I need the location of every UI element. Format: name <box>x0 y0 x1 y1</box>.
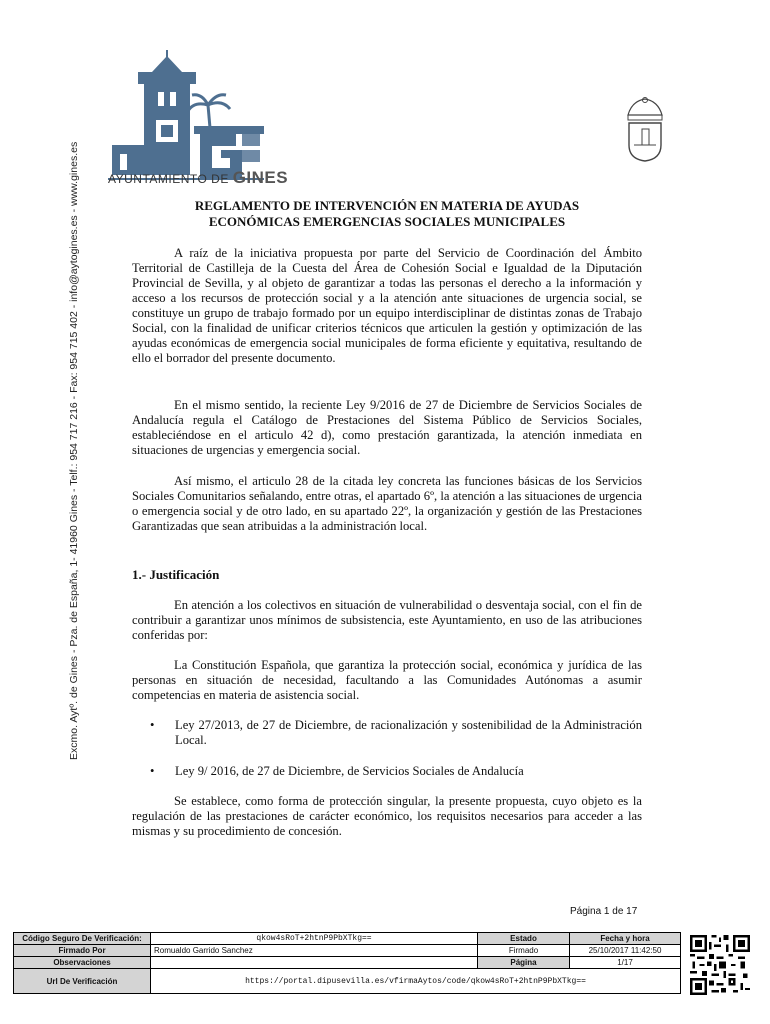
observaciones-value <box>151 957 478 969</box>
signature-table <box>13 932 681 994</box>
paragraph-1: A raíz de la iniciativa propuesta por parte del Servicio de Coordinación del Ámbito Territorial de Castilleja de la Cuesta del Área de Cohesión Social e Igualdad de la Diputación Provincial de Sevilla, y al objeto de garantizar a todas las personas el derecho a la información y acceso a los recursos de protección social y a la atención ante situaciones de urgencia social, se constituye un grupo de trabajo formado por un equipo interdisciplinar de distintas zonas de Trabajo Social, con la finalidad de unificar criterios técnicos que articulen la gestión y optimización de las ayudas económicas de emergencia social municipales de forma eficiente y equitativa, resultando de ello el borrador del presente documento. <box>132 246 642 365</box>
paragraph-3: Así mismo, el articulo 28 de la citada ley concreta las funciones básicas de los Servicios Sociales Comunitarios señalando, entre otras, el apartado 6º, la atención a las situaciones de urgencia o emergencia social y de otro lado, en su apartado 22º, la organización y gestión de las Prestaciones Garantizadas que sean atribuidas a la administración local. <box>132 474 642 533</box>
sidebar-address: Excmo. Aytº. de Gines - Pza. de España, 1- 41960 Gines - Telf.: 954 717 216 - Fax: 954 715 402 - info@aytogines.es - www.gines.es <box>68 141 80 760</box>
paragraph-6: Se establece, como forma de protección singular, la presente propuesta, cuyo objeto es la regulación de las prestaciones de carácter económico, los requisitos necesarios para acceder a las mismas y su procedimiento de concesión. <box>132 794 642 838</box>
document-title <box>132 198 642 230</box>
url-label: Url De Verificación <box>14 969 151 994</box>
title-line-2: ECONÓMICAS EMERGENCIAS SOCIALES MUNICIPALES <box>208 214 566 229</box>
url-value[interactable]: https://portal.dipusevilla.es/vfirmaAytos/code/qkow4sRoT+2htnP9PbXTkg== <box>151 969 681 994</box>
estado-value: Firmado <box>478 945 570 957</box>
firmado-por-label: Firmado Por <box>14 945 151 957</box>
section-heading: 1.- Justificación <box>132 567 220 582</box>
paragraph-2: En el mismo sentido, la reciente Ley 9/2016 de 27 de Diciembre de Servicios Sociales de Andalucía regula el Catálogo de Prestaciones del Sistema Público de Servicios Sociales, estableciéndose en el articulo 42 d), como prestación garantizada, la atención inmediata en situaciones de urgencias y emergencia social. <box>132 398 642 457</box>
bullet-text-2: Ley 9/ 2016, de 27 de Diciembre, de Servicios Sociales de Andalucía <box>175 764 524 778</box>
fecha-label: Fecha y hora <box>570 933 681 945</box>
bullet-marker: • <box>150 718 155 732</box>
fecha-value: 25/10/2017 11:42:50 <box>570 945 681 957</box>
bullet-marker: • <box>150 764 155 778</box>
firmado-por-value: Romualdo Garrido Sanchez <box>151 945 478 957</box>
paragraph-4: En atención a los colectivos en situación de vulnerabilidad o desventaja social, con el fin de contribuir a garantizar unos mínimos de subsistencia, este Ayuntamiento, en uso de las atribuciones conferidas por: <box>132 598 642 642</box>
bullet-item-1 <box>150 718 642 748</box>
bullet-text-1: Ley 27/2013, de 27 de Diciembre, de racionalización y sostenibilidad de la Administración Local. <box>175 718 642 747</box>
page-number: Página 1 de 17 <box>570 906 638 917</box>
code-value[interactable]: qkow4sRoT+2htnP9PbXTkg== <box>151 933 478 945</box>
bullet-item-2 <box>150 764 642 779</box>
logo-caption <box>108 168 288 188</box>
observaciones-label: Observaciones <box>14 957 151 969</box>
logo-name: GINES <box>232 168 289 187</box>
code-label: Código Seguro De Verificación: <box>14 933 151 945</box>
logo-prefix: AYUNTAMIENTO DE <box>108 172 229 186</box>
coat-of-arms-icon <box>622 95 668 163</box>
title-line-1: REGLAMENTO DE INTERVENCIÓN EN MATERIA DE AYUDAS <box>194 198 580 213</box>
estado-label: Estado <box>478 933 570 945</box>
pagina-label: Página <box>478 957 570 969</box>
pagina-value: 1/17 <box>570 957 681 969</box>
paragraph-5: La Constitución Española, que garantiza la protección social, económica y jurídica de las personas en situación de necesidad, facultando a las Comunidades Autónomas a asumir competencias en materia de asistencia social. <box>132 658 642 702</box>
qr-code-icon[interactable] <box>690 935 750 995</box>
